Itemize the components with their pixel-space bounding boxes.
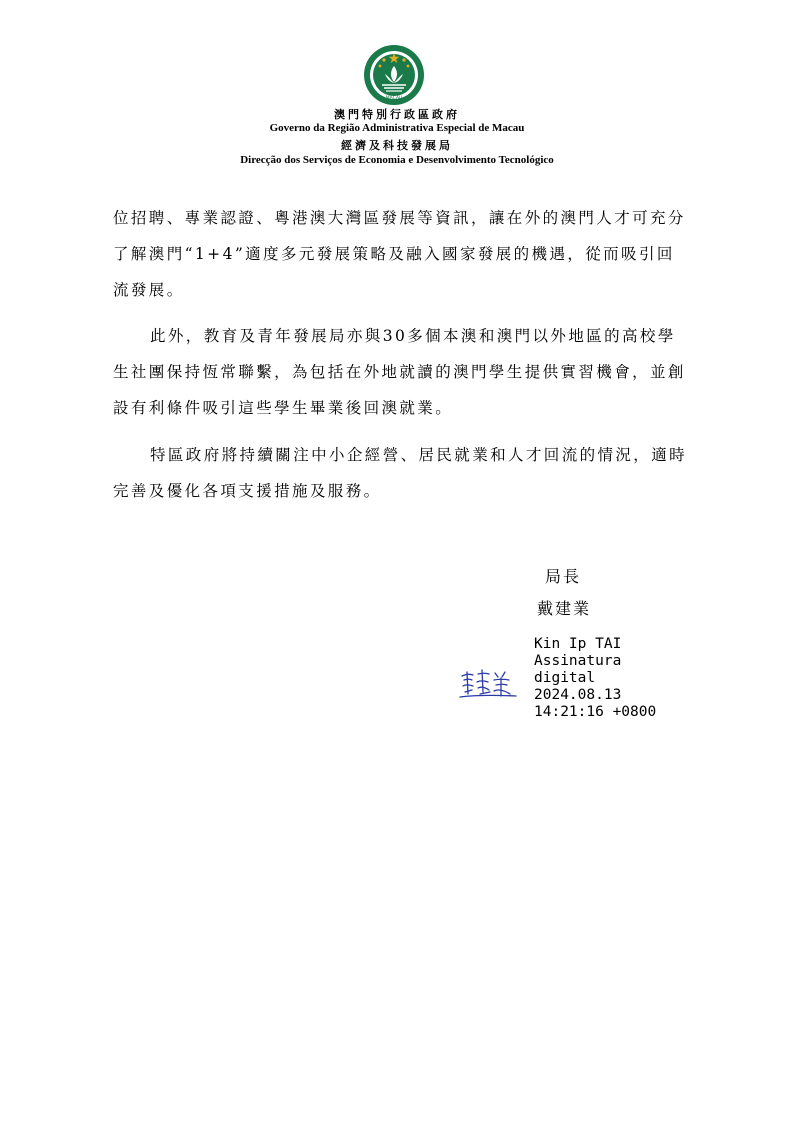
paragraph-line: 位招聘、專業認證、粵港澳大灣區發展等資訊，讓在外的澳門人才可充分 xyxy=(113,209,686,227)
digital-signature-line: Assinatura xyxy=(534,653,622,669)
government-name-pt: Governo da Região Administrativa Especial de Macau xyxy=(269,122,525,134)
paragraph-line: 此外，教育及青年發展局亦與30多個本澳和澳門以外地區的高校學 xyxy=(150,327,676,345)
paragraph-line: 特區政府將持續關注中小企經營、居民就業和人才回流的情況，適時 xyxy=(150,446,688,464)
paragraph-3 xyxy=(113,437,713,509)
department-name-pt: Direcção dos Serviços de Economia e Desenvolvimento Tecnológico xyxy=(240,154,554,166)
digital-signature-line: 14:21:16 +0800 xyxy=(534,704,657,720)
macau-emblem-icon xyxy=(363,44,425,106)
paragraph-line: 流發展。 xyxy=(113,281,185,299)
emblem-label: MACAU xyxy=(385,96,403,101)
handwritten-signature-icon xyxy=(458,664,520,700)
paragraph-1 xyxy=(113,200,713,308)
digital-signature-line: Kin Ip TAI xyxy=(534,636,622,652)
paragraph-line: 了解澳門“1+4”適度多元發展策略及融入國家發展的機遇，從而吸引回 xyxy=(113,245,675,263)
paragraph-line: 完善及優化各項支援措施及服務。 xyxy=(113,482,382,500)
department-name-zh: 經濟及科技發展局 xyxy=(341,139,453,152)
digital-signature-line: 2024.08.13 xyxy=(534,687,622,703)
paragraph-line: 生社團保持恆常聯繫，為包括在外地就讀的澳門學生提供實習機會，並創 xyxy=(113,363,686,381)
signatory-title: 局長 xyxy=(545,567,582,586)
digital-signature-line: digital xyxy=(534,670,596,686)
paragraph-line: 設有利條件吸引這些學生畢業後回澳就業。 xyxy=(113,399,454,417)
digital-signature-info xyxy=(534,636,656,721)
paragraph-2 xyxy=(113,318,713,426)
government-name-zh: 澳門特別行政區政府 xyxy=(334,108,460,121)
signatory-name: 戴建業 xyxy=(537,599,592,618)
